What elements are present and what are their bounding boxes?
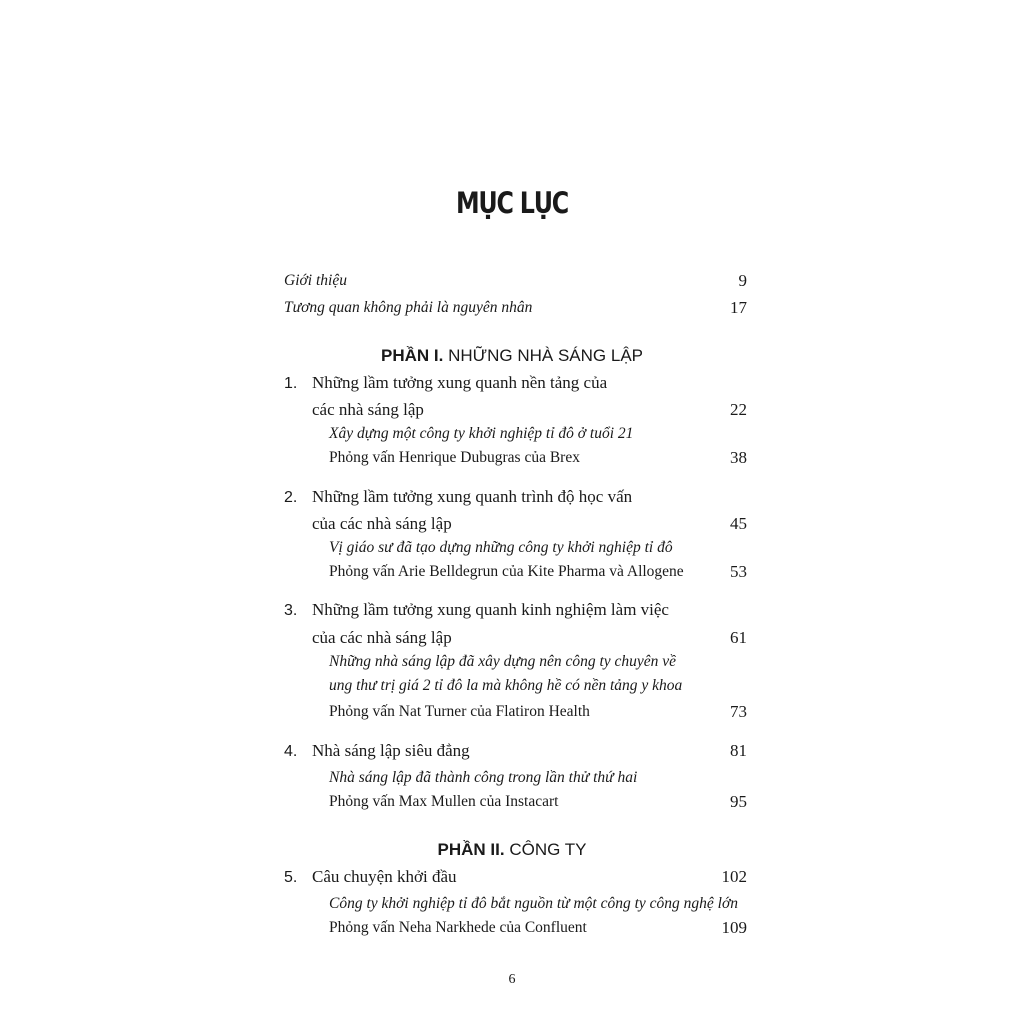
chapter-title-line: Những lầm tưởng xung quanh trình độ học vấn	[312, 487, 633, 506]
chapter-page: 81	[730, 741, 747, 760]
part-heading-1	[0, 346, 1024, 366]
page-number: 6	[508, 972, 516, 987]
chapter-description: Vị giáo sư đã tạo dựng những công ty khởi nghiệp tỉ đô	[329, 539, 673, 556]
chapter-title-line: các nhà sáng lập	[312, 400, 424, 419]
interview-entry: Phỏng vấn Henrique Dubugras của Brex	[329, 449, 580, 466]
part-heading-2	[0, 840, 1024, 860]
interview-page: 73	[730, 702, 747, 721]
chapter-title-line: của các nhà sáng lập	[312, 514, 452, 533]
chapter-description: Những nhà sáng lập đã xây dựng nên công ty chuyên về	[329, 653, 677, 670]
interview-entry: Phỏng vấn Nat Turner của Flatiron Health	[329, 703, 590, 720]
interview-page: 38	[730, 448, 747, 467]
chapter-title-line: Nhà sáng lập siêu đẳng	[312, 741, 470, 760]
chapter-title-line: Những lầm tưởng xung quanh nền tảng của	[312, 373, 608, 392]
toc-entry-intro: Giới thiệu	[284, 272, 347, 289]
chapter-title-line: Câu chuyện khởi đầu	[312, 867, 457, 886]
chapter-number: 4.	[284, 743, 298, 760]
chapter-page: 102	[721, 867, 747, 886]
chapter-title-line: của các nhà sáng lập	[312, 628, 452, 647]
toc-page-correlation: 17	[730, 298, 747, 317]
part-name: CÔNG TY	[509, 840, 587, 859]
part-name: NHỮNG NHÀ SÁNG LẬP	[448, 346, 644, 365]
chapter-description: ung thư trị giá 2 tỉ đô la mà không hề có nền tảng y khoa	[329, 677, 683, 694]
chapter-description: Nhà sáng lập đã thành công trong lần thử thứ hai	[329, 769, 638, 786]
chapter-number: 2.	[284, 489, 298, 506]
chapter-number: 1.	[284, 375, 298, 392]
interview-page: 53	[730, 562, 747, 581]
chapter-number: 5.	[284, 869, 298, 886]
page-title: MỤC LỤC	[455, 186, 569, 220]
part-prefix: PHẦN I.	[380, 346, 444, 365]
chapter-description: Công ty khởi nghiệp tỉ đô bắt nguồn từ một công ty công nghệ lớn	[329, 895, 739, 912]
part-prefix: PHẦN II.	[437, 840, 505, 859]
interview-entry: Phỏng vấn Neha Narkhede của Confluent	[329, 919, 587, 936]
interview-page: 95	[730, 792, 747, 811]
interview-page: 109	[721, 918, 747, 937]
chapter-page: 22	[730, 400, 747, 419]
chapter-number: 3.	[284, 602, 298, 619]
interview-entry: Phỏng vấn Max Mullen của Instacart	[329, 793, 559, 810]
toc-page-intro: 9	[738, 271, 747, 290]
chapter-page: 45	[730, 514, 747, 533]
chapter-title-line: Những lầm tưởng xung quanh kinh nghiệm làm việc	[312, 600, 669, 619]
chapter-page: 61	[730, 628, 747, 647]
toc-entry-correlation: Tương quan không phải là nguyên nhân	[284, 299, 533, 316]
chapter-description: Xây dựng một công ty khởi nghiệp tỉ đô ở tuổi 21	[329, 425, 634, 442]
interview-entry: Phỏng vấn Arie Belldegrun của Kite Pharma và Allogene	[329, 563, 684, 580]
